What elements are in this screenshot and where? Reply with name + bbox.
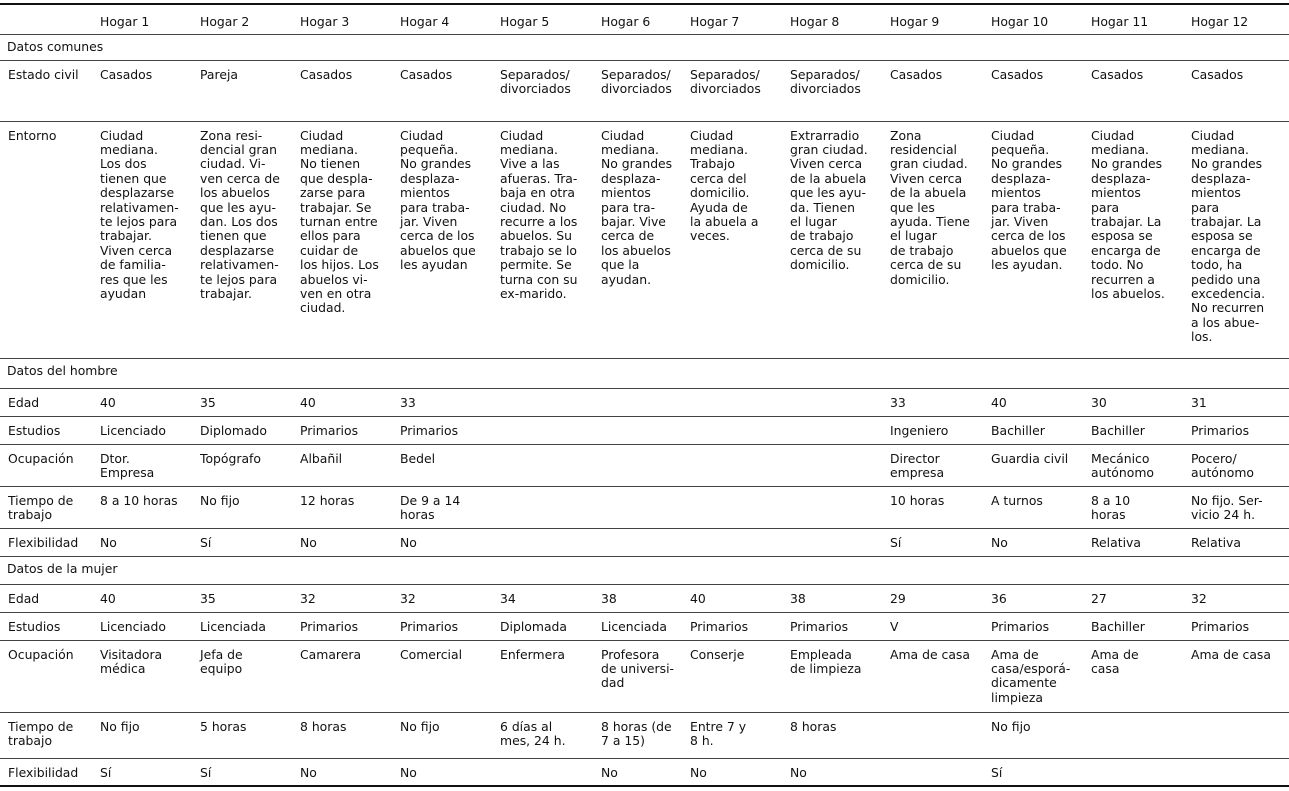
table-cell: Sí — [193, 528, 293, 556]
table-cell: No fijo — [193, 486, 293, 528]
table-cell: No — [783, 758, 883, 786]
section-heading: Datos del hombre — [0, 358, 1289, 388]
table-cell: 8 a 10 horas — [1084, 486, 1184, 528]
table-cell — [594, 528, 683, 556]
header-row — [0, 4, 1289, 34]
table-cell: 6 días al mes, 24 h. — [493, 712, 594, 758]
table-row — [0, 416, 1289, 444]
table-cell: Casados — [984, 60, 1084, 121]
table-cell — [493, 444, 594, 486]
row-label: Estudios — [0, 612, 93, 640]
table-cell: No fijo — [93, 712, 193, 758]
table-cell: 38 — [783, 584, 883, 612]
table-row — [0, 758, 1289, 786]
table-cell: Diplomada — [493, 612, 594, 640]
column-header: Hogar 4 — [393, 4, 493, 34]
table-cell — [883, 758, 984, 786]
table-cell: Ciudad mediana. Vive a las afueras. Tra- baja en otra ciudad. No recurre a los abuelos. Su trabajo se lo permite. Se turna con su ex-marido. — [493, 121, 594, 358]
table-row — [0, 60, 1289, 121]
table-cell: Zona resi- dencial gran ciudad. Vi- ven cerca de los abuelos que les ayu- dan. Los dos tienen que desplazarse relativamen- te lejos para trabajar. — [193, 121, 293, 358]
table-cell — [683, 486, 783, 528]
table-cell — [493, 416, 594, 444]
table-cell: Primarios — [1184, 416, 1289, 444]
table-cell: Separados/ divorciados — [783, 60, 883, 121]
table-cell: Ciudad mediana. No grandes desplaza- mientos para trabajar. La esposa se encarga de todo. No recurren a los abuelos. — [1084, 121, 1184, 358]
table-cell — [783, 416, 883, 444]
row-label: Flexibilidad — [0, 758, 93, 786]
column-header: Hogar 8 — [783, 4, 883, 34]
table-cell: Sí — [984, 758, 1084, 786]
table-cell: Primarios — [293, 416, 393, 444]
row-label: Flexibilidad — [0, 528, 93, 556]
table-row — [0, 528, 1289, 556]
table-cell: Casados — [1184, 60, 1289, 121]
table-cell — [683, 528, 783, 556]
table-cell: 31 — [1184, 388, 1289, 416]
table-cell: 38 — [594, 584, 683, 612]
table-cell: Casados — [293, 60, 393, 121]
table-cell: Ama de casa — [1184, 640, 1289, 712]
table-cell: Mecánico autónomo — [1084, 444, 1184, 486]
table-cell: Sí — [93, 758, 193, 786]
table-cell: 8 a 10 horas — [93, 486, 193, 528]
table-cell: 12 horas — [293, 486, 393, 528]
table-cell: Dtor. Empresa — [93, 444, 193, 486]
table-cell: Ciudad mediana. Los dos tienen que desplazarse relativamen- te lejos para trabajar. Viven cerca de familia- res que les ayudan — [93, 121, 193, 358]
table-cell: Ciudad pequeña. No grandes desplaza- mientos para traba- jar. Viven cerca de los abuelos que les ayudan — [393, 121, 493, 358]
table-cell: Ciudad mediana. No tienen que despla- zarse para trabajar. Se turnan entre ellos para cuidar de los hijos. Los abuelos vi- ven en otra ciudad. — [293, 121, 393, 358]
table-row — [0, 121, 1289, 358]
table-cell: Bachiller — [1084, 612, 1184, 640]
table-cell: Jefa de equipo — [193, 640, 293, 712]
table-cell — [1184, 758, 1289, 786]
table-cell: 8 horas (de 7 a 15) — [594, 712, 683, 758]
table-cell: 40 — [984, 388, 1084, 416]
table-cell: Topógrafo — [193, 444, 293, 486]
table-cell: Separados/ divorciados — [683, 60, 783, 121]
table-row — [0, 388, 1289, 416]
table-cell: 10 horas — [883, 486, 984, 528]
table-cell: Licenciada — [193, 612, 293, 640]
table-row — [0, 584, 1289, 612]
table-cell: Separados/ divorciados — [594, 60, 683, 121]
table-cell: No fijo. Ser- vicio 24 h. — [1184, 486, 1289, 528]
table-cell: 34 — [493, 584, 594, 612]
table-cell: Camarera — [293, 640, 393, 712]
table-cell: 30 — [1084, 388, 1184, 416]
row-label: Estado civil — [0, 60, 93, 121]
table-cell — [594, 388, 683, 416]
column-header: Hogar 10 — [984, 4, 1084, 34]
table-cell: 32 — [1184, 584, 1289, 612]
table-cell: No fijo — [984, 712, 1084, 758]
table-cell: Ciudad mediana. No grandes desplaza- mientos para tra- bajar. Vive cerca de los abuelos que la ayudan. — [594, 121, 683, 358]
table-cell: 40 — [93, 388, 193, 416]
table-cell: 40 — [683, 584, 783, 612]
table-cell: Ama de casa/esporá- dicamente limpieza — [984, 640, 1084, 712]
column-header: Hogar 5 — [493, 4, 594, 34]
table-body — [0, 34, 1289, 786]
table-cell: Visitadora médica — [93, 640, 193, 712]
table-cell: Diplomado — [193, 416, 293, 444]
table-cell: 8 horas — [783, 712, 883, 758]
table-cell: No — [293, 528, 393, 556]
table-cell: No — [594, 758, 683, 786]
table-cell: Enfermera — [493, 640, 594, 712]
table-cell: Primarios — [783, 612, 883, 640]
table-cell: No — [393, 528, 493, 556]
table-cell: Comercial — [393, 640, 493, 712]
table-cell: Separados/ divorciados — [493, 60, 594, 121]
table-cell: Conserje — [683, 640, 783, 712]
table-cell: 32 — [393, 584, 493, 612]
table-cell: Ingeniero — [883, 416, 984, 444]
row-label: Ocupación — [0, 640, 93, 712]
table-cell — [1084, 712, 1184, 758]
table-row — [0, 612, 1289, 640]
table-cell: Relativa — [1084, 528, 1184, 556]
column-header: Hogar 6 — [594, 4, 683, 34]
section-heading: Datos comunes — [0, 34, 1289, 60]
table-cell — [493, 528, 594, 556]
table-cell: Zona residencial gran ciudad. Viven cerca de la abuela que les ayuda. Tiene el lugar de trabajo cerca de su domicilio. — [883, 121, 984, 358]
table-cell: No — [683, 758, 783, 786]
table-cell: Ama de casa — [883, 640, 984, 712]
table-cell: Ciudad mediana. Trabajo cerca del domicilio. Ayuda de la abuela a veces. — [683, 121, 783, 358]
table-cell: Profesora de universi- dad — [594, 640, 683, 712]
table-cell: Pareja — [193, 60, 293, 121]
table-cell: Pocero/ autónomo — [1184, 444, 1289, 486]
section-heading: Datos de la mujer — [0, 556, 1289, 584]
table-cell — [783, 486, 883, 528]
table-cell: Primarios — [1184, 612, 1289, 640]
table-row — [0, 640, 1289, 712]
table-cell: Licenciado — [93, 612, 193, 640]
column-header: Hogar 9 — [883, 4, 984, 34]
table-cell — [683, 388, 783, 416]
table-cell: Primarios — [393, 612, 493, 640]
table-cell: 32 — [293, 584, 393, 612]
table-cell — [883, 712, 984, 758]
table-cell — [594, 444, 683, 486]
table-row — [0, 486, 1289, 528]
table-cell: Director empresa — [883, 444, 984, 486]
table-cell: 33 — [883, 388, 984, 416]
table-cell: Casados — [393, 60, 493, 121]
table-cell: 40 — [293, 388, 393, 416]
table-cell: Casados — [883, 60, 984, 121]
table-cell: 8 horas — [293, 712, 393, 758]
table-cell — [594, 416, 683, 444]
table-cell — [783, 444, 883, 486]
table-cell: Sí — [883, 528, 984, 556]
table-cell: 27 — [1084, 584, 1184, 612]
table-cell: Licenciado — [93, 416, 193, 444]
table-cell: Albañil — [293, 444, 393, 486]
section-row — [0, 556, 1289, 584]
table-cell: Ciudad pequeña. No grandes desplaza- mientos para traba- jar. Viven cerca de los abuelos que les ayudan. — [984, 121, 1084, 358]
table-cell: Entre 7 y 8 h. — [683, 712, 783, 758]
table-cell: 35 — [193, 584, 293, 612]
table-cell: Ciudad mediana. No grandes desplaza- mientos para trabajar. La esposa se encarga de todo, ha pedido una excedencia. No recurren a los abue- los. — [1184, 121, 1289, 358]
row-label: Edad — [0, 388, 93, 416]
table-cell — [783, 388, 883, 416]
table-cell: Primarios — [984, 612, 1084, 640]
table-cell — [493, 486, 594, 528]
column-header: Hogar 2 — [193, 4, 293, 34]
row-label: Edad — [0, 584, 93, 612]
column-header: Hogar 3 — [293, 4, 393, 34]
table-cell: 35 — [193, 388, 293, 416]
table-cell: De 9 a 14 horas — [393, 486, 493, 528]
table-cell: No — [93, 528, 193, 556]
table-cell: Primarios — [293, 612, 393, 640]
header-corner — [0, 4, 93, 34]
table-cell: 33 — [393, 388, 493, 416]
table-cell: Bachiller — [984, 416, 1084, 444]
table-cell: Sí — [193, 758, 293, 786]
row-label: Ocupación — [0, 444, 93, 486]
table-cell: Guardia civil — [984, 444, 1084, 486]
table-cell: Relativa — [1184, 528, 1289, 556]
row-label: Tiempo de trabajo — [0, 712, 93, 758]
column-header: Hogar 11 — [1084, 4, 1184, 34]
table-cell — [1084, 758, 1184, 786]
table-cell: A turnos — [984, 486, 1084, 528]
column-header: Hogar 1 — [93, 4, 193, 34]
table-cell: Bedel — [393, 444, 493, 486]
table-cell: 5 horas — [193, 712, 293, 758]
table-cell — [1184, 712, 1289, 758]
table-cell: V — [883, 612, 984, 640]
section-row — [0, 358, 1289, 388]
table-cell: 29 — [883, 584, 984, 612]
table-cell: Casados — [1084, 60, 1184, 121]
households-table — [0, 3, 1289, 787]
table-cell — [683, 444, 783, 486]
table-cell — [493, 758, 594, 786]
table-cell: Ama de casa — [1084, 640, 1184, 712]
table-row — [0, 444, 1289, 486]
column-header: Hogar 7 — [683, 4, 783, 34]
table-cell: No — [984, 528, 1084, 556]
table-cell: No — [393, 758, 493, 786]
table-cell — [493, 388, 594, 416]
row-label: Estudios — [0, 416, 93, 444]
table-cell: Licenciada — [594, 612, 683, 640]
column-header: Hogar 12 — [1184, 4, 1289, 34]
table-cell: Primarios — [393, 416, 493, 444]
table-cell: Casados — [93, 60, 193, 121]
table-cell: 40 — [93, 584, 193, 612]
row-label: Tiempo de trabajo — [0, 486, 93, 528]
section-row — [0, 34, 1289, 60]
table-cell: Bachiller — [1084, 416, 1184, 444]
table-cell: No — [293, 758, 393, 786]
row-label: Entorno — [0, 121, 93, 358]
table-row — [0, 712, 1289, 758]
table-cell — [683, 416, 783, 444]
table-cell: Empleada de limpieza — [783, 640, 883, 712]
table-cell: Primarios — [683, 612, 783, 640]
table-cell: Extrarradio gran ciudad. Viven cerca de la abuela que les ayu- da. Tienen el lugar de trabajo cerca de su domicilio. — [783, 121, 883, 358]
table-cell — [594, 486, 683, 528]
table-cell: 36 — [984, 584, 1084, 612]
table-cell — [783, 528, 883, 556]
table-cell: No fijo — [393, 712, 493, 758]
